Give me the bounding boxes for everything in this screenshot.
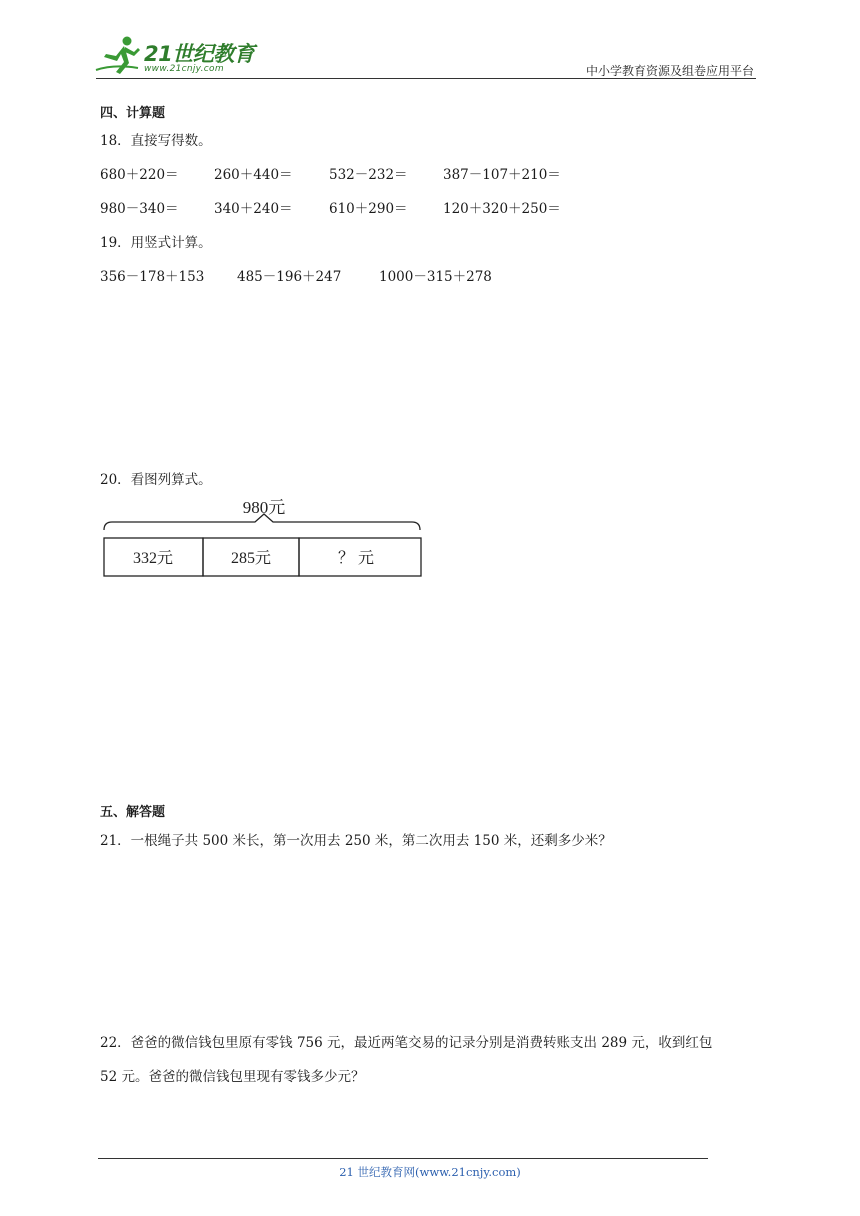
calc-item: 680＋220＝: [100, 167, 179, 183]
segment-label: ？ 元: [337, 550, 375, 567]
segment-label: 285元: [230, 550, 272, 567]
vertical-calc-item: 1000－315＋278: [379, 269, 492, 285]
question-22-line-1: 22．爸爸的微信钱包里原有零钱 756 元，最近两笔交易的记录分别是消费转账支出 289 元，收到红包: [100, 1035, 713, 1051]
question-19: 19．用竖式计算。: [100, 235, 212, 251]
calc-item: 980－340＝: [100, 201, 179, 217]
calc-item: 340＋240＝: [214, 201, 293, 217]
footer-divider: [98, 1158, 708, 1159]
calc-item: 387－107＋210＝: [443, 167, 561, 183]
header-divider: [96, 78, 756, 79]
logo-url: www.21cnjy.com: [144, 64, 224, 74]
calc-item: 532－232＝: [329, 167, 408, 183]
platform-name: 中小学教育资源及组卷应用平台: [585, 64, 754, 78]
vertical-calc-item: 356－178＋153: [100, 269, 205, 285]
calc-item: 120＋320＋250＝: [443, 201, 561, 217]
question-22-line-2: 52 元。爸爸的微信钱包里现有零钱多少元？: [100, 1069, 365, 1085]
bar-model-diagram: [100, 494, 430, 588]
total-label: 980元: [242, 498, 286, 517]
site-logo: [94, 34, 264, 78]
runner-logo-icon: [94, 34, 142, 76]
footer-text[interactable]: 21 世纪教育网(www.21cnjy.com): [339, 1165, 521, 1179]
question-20: 20．看图列算式。: [100, 472, 212, 488]
vertical-calc-item: 485－196＋247: [237, 269, 342, 285]
calc-item: 260＋440＝: [214, 167, 293, 183]
question-18: 18．直接写得数。: [100, 133, 212, 149]
segment-label: 332元: [132, 550, 174, 567]
question-21: 21．一根绳子共 500 米长，第一次用去 250 米，第二次用去 150 米，还剩多少米？: [100, 833, 612, 849]
section-title-word-problems: 五、解答题: [100, 805, 166, 820]
calc-item: 610＋290＝: [329, 201, 408, 217]
section-title-calculation: 四、计算题: [100, 106, 166, 121]
logo-text: 21世纪教育: [144, 42, 255, 66]
